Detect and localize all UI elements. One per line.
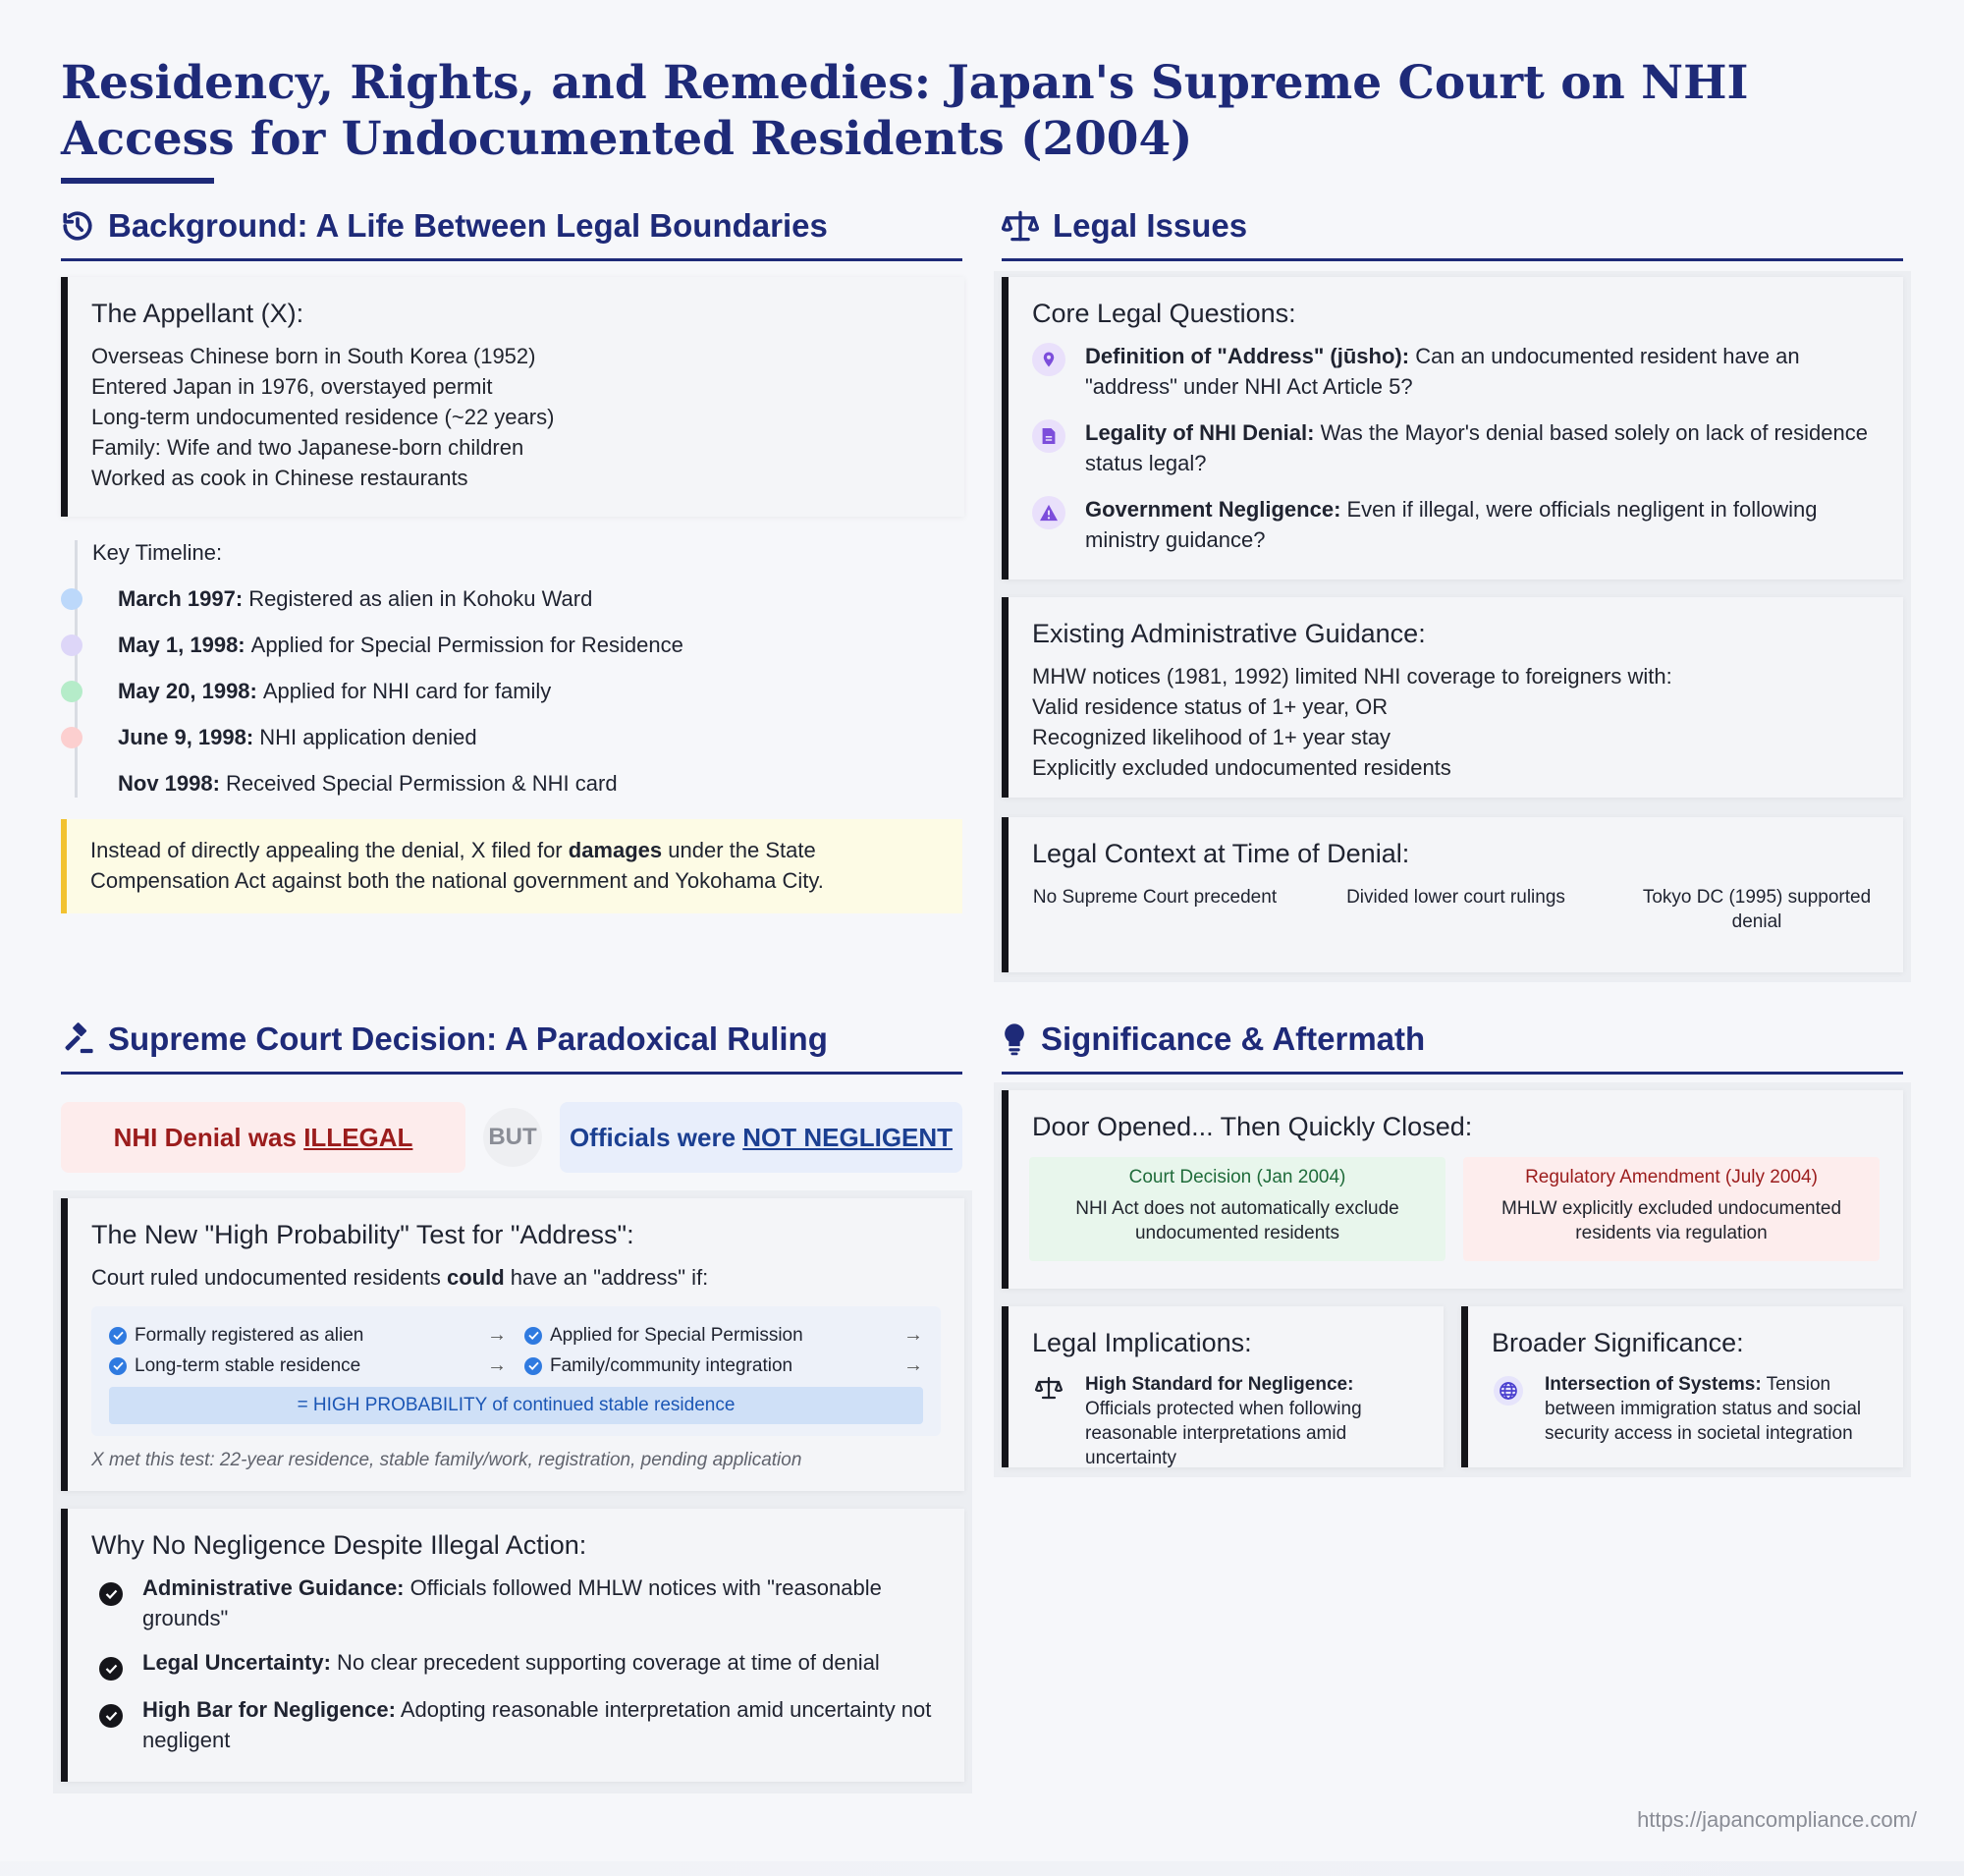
- context-item: Tokyo DC (1995) supported denial: [1642, 887, 1872, 932]
- no-negligence-card: [61, 1509, 964, 1782]
- appellant-line: Entered Japan in 1976, overstayed permit: [91, 374, 493, 399]
- question-text: Even if illegal, were officials negligent in following ministry guidance?: [1085, 497, 1818, 552]
- broader-label: Intersection of Systems:: [1545, 1374, 1762, 1395]
- document-icon: [1032, 419, 1065, 453]
- door-title: Door Opened... Then Quickly Closed:: [1032, 1112, 1473, 1141]
- check-circle-icon: [99, 1704, 123, 1728]
- timeline-dot: [61, 727, 82, 748]
- question-item: [1032, 494, 1880, 555]
- address-test-title: The New "High Probability" Test for "Address":: [91, 1220, 634, 1249]
- timeline-rail: [75, 540, 78, 798]
- checkmark-icon: [109, 1327, 127, 1345]
- reason-item: [91, 1573, 941, 1633]
- criterion: Formally registered as alien: [135, 1324, 364, 1346]
- timeline-date: June 9, 1998:: [118, 725, 254, 749]
- background-heading: [61, 198, 962, 261]
- court-decision-box: [1029, 1157, 1446, 1261]
- title-underline: [61, 178, 214, 184]
- scales-icon: [1032, 1376, 1065, 1400]
- timeline-event: Received Special Permission & NHI card: [225, 771, 618, 796]
- guidance-lines: [1032, 661, 1880, 783]
- intro-text: Court ruled undocumented residents: [91, 1265, 447, 1290]
- verdict-keyword: NOT NEGLIGENT: [742, 1122, 954, 1152]
- scales-icon: [1002, 209, 1039, 243]
- appellant-card: [61, 277, 964, 517]
- timeline-title: Key Timeline:: [92, 540, 223, 565]
- note-text-end: under the State Compensation Act against both the national government and Yokohama City.: [90, 838, 824, 893]
- checkmark-icon: [524, 1327, 542, 1345]
- timeline-item: [61, 631, 683, 660]
- location-pin-icon: [1032, 343, 1065, 376]
- guidance-title: Existing Administrative Guidance:: [1032, 619, 1426, 648]
- broader-text: Tension between immigration status and social security access in societal integration: [1545, 1374, 1862, 1444]
- reason-text: Adopting reasonable interpretation amid uncertainty not negligent: [142, 1697, 932, 1752]
- arrow-icon: →: [903, 1324, 923, 1346]
- footer-url[interactable]: https://japancompliance.com/: [1637, 1807, 1917, 1832]
- timeline-event: Registered as alien in Kohoku Ward: [248, 586, 593, 611]
- context-item: No Supreme Court precedent: [1032, 887, 1278, 908]
- legal-implications-card: [1002, 1306, 1444, 1467]
- but-badge: BUT: [483, 1108, 542, 1167]
- key-timeline: [61, 540, 964, 796]
- timeline-date: May 20, 1998:: [118, 679, 257, 703]
- appellant-details: [91, 341, 941, 493]
- criterion: Applied for Special Permission: [550, 1324, 803, 1346]
- criteria-row: [109, 1320, 923, 1351]
- checkmark-icon: [524, 1357, 542, 1375]
- broader-item: [1492, 1372, 1880, 1446]
- timeline-event: Applied for NHI card for family: [262, 679, 552, 703]
- note-text: Instead of directly appealing the denial, X filed for: [90, 838, 569, 862]
- guidance-line: Valid residence status of 1+ year, OR: [1032, 694, 1389, 719]
- intro-text-end: have an "address" if:: [504, 1265, 709, 1290]
- question-item: [1032, 341, 1880, 402]
- timeline-event: NHI application denied: [259, 725, 477, 749]
- implication-text: Officials protected when following reasonable interpretations amid uncertainty: [1085, 1399, 1362, 1468]
- criterion: Long-term stable residence: [135, 1354, 361, 1376]
- implication-item: [1032, 1372, 1420, 1470]
- amendment-body: MHLW explicitly excluded undocumented residents via regulation: [1500, 1198, 1842, 1243]
- reason-item: [91, 1647, 941, 1681]
- verdict-text: NHI Denial was: [113, 1122, 304, 1152]
- reason-text: Officials followed MHLW notices with "reasonable grounds": [142, 1575, 882, 1630]
- timeline-dot: [61, 773, 82, 795]
- question-item: [1032, 417, 1880, 478]
- arrow-icon: →: [903, 1354, 923, 1376]
- timeline-dot: [61, 635, 82, 656]
- amendment-heading: Regulatory Amendment (July 2004): [1525, 1167, 1818, 1187]
- court-decision-heading: Court Decision (Jan 2004): [1128, 1167, 1346, 1187]
- timeline-date: Nov 1998:: [118, 771, 220, 796]
- warning-icon: [1032, 496, 1065, 529]
- issues-heading: [1002, 198, 1903, 261]
- timeline-date: March 1997:: [118, 586, 244, 611]
- issues-heading-text: Legal Issues: [1053, 206, 1248, 244]
- guidance-line: Recognized likelihood of 1+ year stay: [1032, 725, 1391, 749]
- check-circle-icon: [99, 1582, 123, 1606]
- context-title: Legal Context at Time of Denial:: [1032, 839, 1410, 868]
- note-bold: damages: [568, 838, 663, 862]
- court-decision-body: NHI Act does not automatically exclude undocumented residents: [1075, 1198, 1399, 1243]
- criteria-box: [91, 1306, 941, 1436]
- implications-title: Legal Implications:: [1032, 1328, 1252, 1357]
- broader-significance-card: [1461, 1306, 1903, 1467]
- appellant-line: Long-term undocumented residence (~22 years): [91, 405, 555, 429]
- question-label: Definition of "Address" (jūsho):: [1085, 344, 1410, 368]
- arrow-icon: →: [487, 1354, 507, 1376]
- guidance-line: MHW notices (1981, 1992) limited NHI coverage to foreigners with:: [1032, 664, 1672, 689]
- damages-note: [61, 819, 962, 913]
- timeline-event: Applied for Special Permission for Residence: [250, 633, 683, 657]
- timeline-item: [61, 584, 592, 614]
- gavel-icon: [61, 1022, 94, 1056]
- significance-heading-text: Significance & Aftermath: [1041, 1020, 1426, 1057]
- decision-heading: [61, 1012, 962, 1075]
- reason-label: Legal Uncertainty:: [142, 1650, 331, 1675]
- core-questions-title: Core Legal Questions:: [1032, 299, 1296, 328]
- background-heading-text: Background: A Life Between Legal Boundaries: [108, 206, 828, 244]
- criterion: Family/community integration: [550, 1354, 793, 1376]
- timeline-dot: [61, 588, 82, 610]
- test-met-note: X met this test: 22-year residence, stable family/work, registration, pending application: [91, 1450, 802, 1470]
- lightbulb-icon: [1002, 1022, 1027, 1056]
- timeline-item: [61, 723, 477, 752]
- implication-label: High Standard for Negligence:: [1085, 1374, 1354, 1395]
- not-negligent-verdict-pill: [560, 1102, 962, 1173]
- question-label: Government Negligence:: [1085, 497, 1341, 522]
- question-label: Legality of NHI Denial:: [1085, 420, 1315, 445]
- verdict-text: Officials were: [569, 1122, 743, 1152]
- question-text: Was the Mayor's denial based solely on lack of residence status legal?: [1085, 420, 1868, 475]
- appellant-line: Worked as cook in Chinese restaurants: [91, 466, 468, 490]
- appellant-line: Overseas Chinese born in South Korea (1952): [91, 344, 536, 368]
- history-icon: [61, 209, 94, 243]
- decision-heading-text: Supreme Court Decision: A Paradoxical Ruling: [108, 1020, 828, 1057]
- significance-heading: [1002, 1012, 1903, 1075]
- page-title: Residency, Rights, and Remedies: Japan's Supreme Court on NHI Access for Undocumented Residents (2004): [61, 56, 1749, 166]
- legal-context-card: [1002, 817, 1903, 972]
- reason-text: No clear precedent supporting coverage at time of denial: [330, 1650, 880, 1675]
- timeline-date: May 1, 1998:: [118, 633, 246, 657]
- guidance-card: [1002, 597, 1903, 798]
- high-probability-result: = HIGH PROBABILITY of continued stable residence: [109, 1387, 923, 1424]
- criteria-row: [109, 1351, 923, 1381]
- arrow-icon: →: [487, 1324, 507, 1346]
- timeline-item: [61, 769, 618, 799]
- broader-title: Broader Significance:: [1492, 1328, 1744, 1357]
- check-circle-icon: [99, 1657, 123, 1681]
- checkmark-icon: [109, 1357, 127, 1375]
- address-test-intro: [91, 1262, 941, 1293]
- timeline-item: [61, 677, 551, 706]
- address-test-card: [61, 1198, 964, 1491]
- intro-bold: could: [447, 1265, 505, 1290]
- reason-label: High Bar for Negligence:: [142, 1697, 396, 1722]
- reason-item: [91, 1694, 941, 1755]
- appellant-line: Family: Wife and two Japanese-born children: [91, 435, 524, 460]
- no-negligence-title: Why No Negligence Despite Illegal Action:: [91, 1530, 587, 1560]
- core-questions-card: [1002, 277, 1903, 579]
- guidance-line: Explicitly excluded undocumented residents: [1032, 755, 1451, 780]
- verdict-keyword: ILLEGAL: [303, 1122, 413, 1152]
- context-item: Divided lower court rulings: [1346, 887, 1565, 908]
- context-items: [1032, 885, 1880, 934]
- question-text: Can an undocumented resident have an "address" under NHI Act Article 5?: [1085, 344, 1800, 399]
- timeline-dot: [61, 681, 82, 702]
- regulatory-amendment-box: [1463, 1157, 1880, 1261]
- illegal-verdict-pill: [61, 1102, 465, 1173]
- appellant-title: The Appellant (X):: [91, 299, 304, 328]
- reason-label: Administrative Guidance:: [142, 1575, 405, 1600]
- globe-icon: [1492, 1376, 1525, 1406]
